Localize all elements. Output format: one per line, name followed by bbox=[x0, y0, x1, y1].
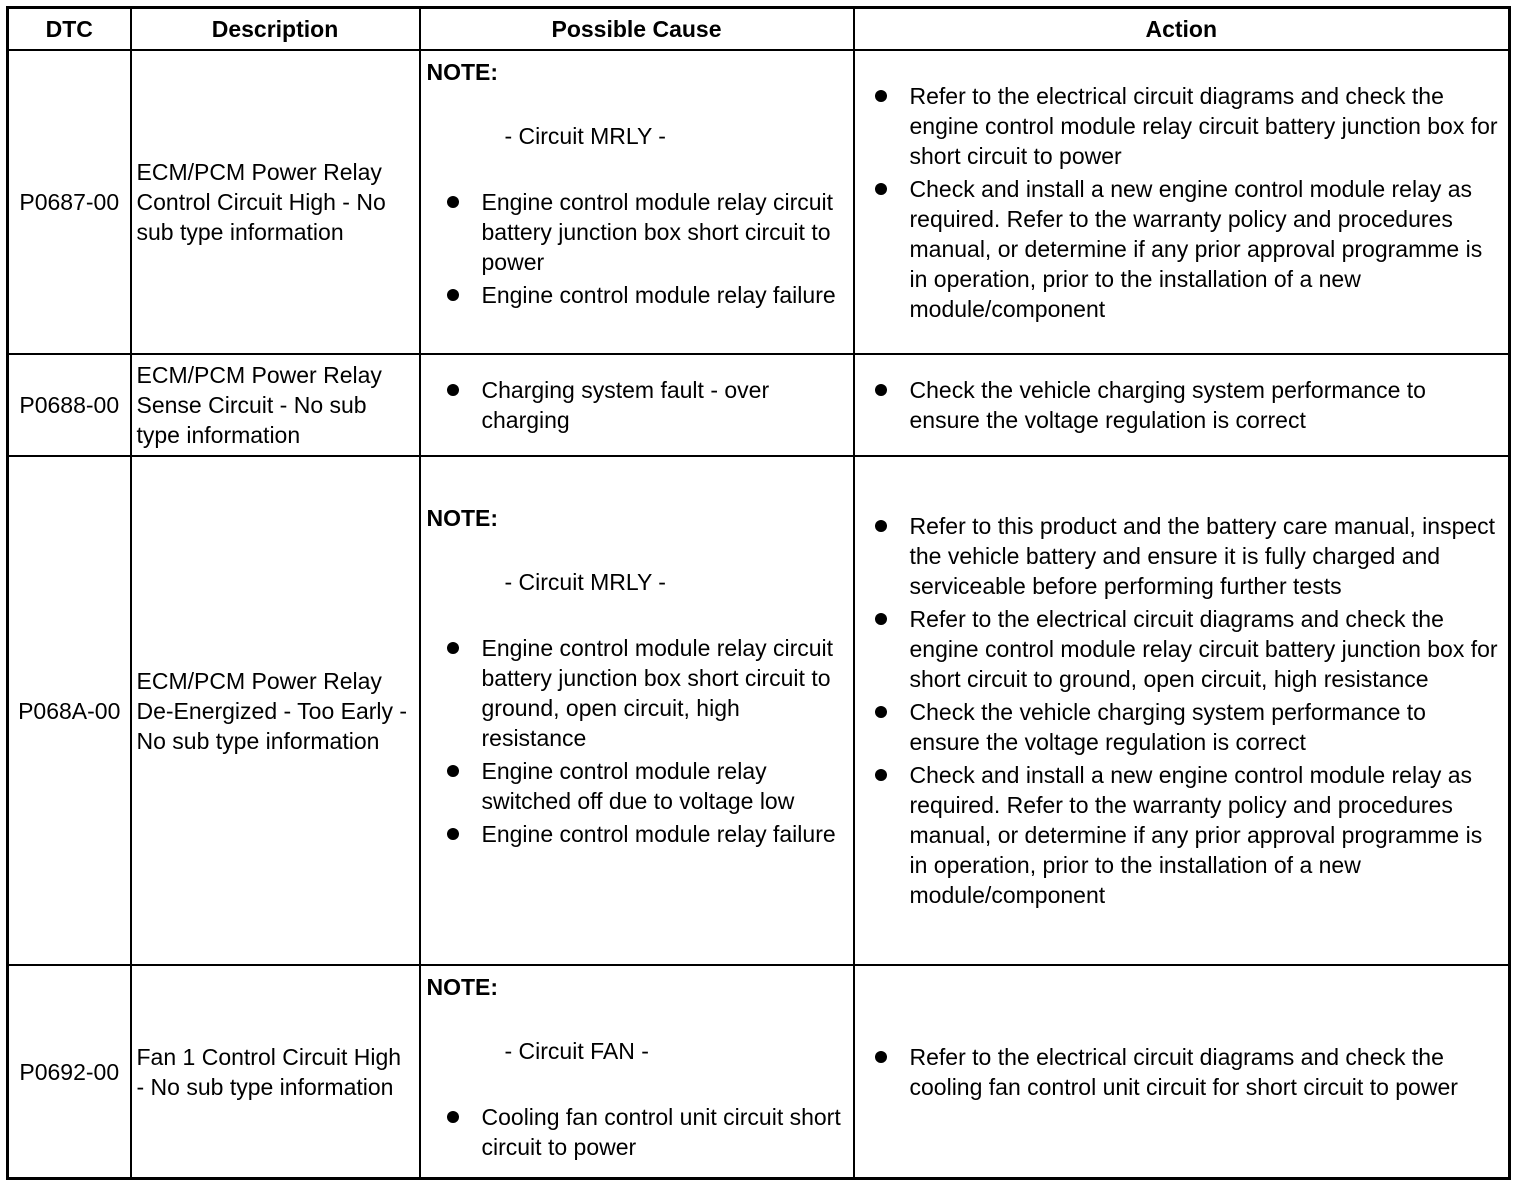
bullet-icon bbox=[875, 90, 887, 102]
header-description: Description bbox=[131, 8, 420, 51]
action-text: Check the vehicle charging system performance to ensure the voltage regulation is correct bbox=[909, 377, 1426, 433]
action-text: Check and install a new engine control module relay as required. Refer to the warranty policy and procedures manual, or determine if any prior approval programme is in operation, prior to the installation of a new module/component bbox=[909, 175, 1483, 322]
header-dtc: DTC bbox=[8, 8, 131, 51]
action-text: Check and install a new engine control module relay as required. Refer to the warranty policy and procedures manual, or determine if any prior approval programme is in operation, prior to the installation of a new module/component bbox=[909, 762, 1483, 908]
note-label: NOTE: bbox=[426, 974, 499, 1000]
cause-text: Engine control module relay switched off due to voltage low bbox=[481, 758, 795, 814]
possible-cause-cell bbox=[420, 965, 854, 1179]
list-item bbox=[875, 1042, 1499, 1102]
bullet-icon bbox=[875, 1051, 887, 1063]
bullet-icon bbox=[447, 1111, 459, 1123]
list-item bbox=[447, 187, 845, 277]
action-text: Refer to the electrical circuit diagrams and check the engine control module relay circuit battery junction box for short circuit to ground, open circuit, high resistance bbox=[909, 606, 1498, 692]
bullet-icon bbox=[447, 642, 459, 654]
bullet-icon bbox=[447, 828, 459, 840]
note-label: NOTE: bbox=[426, 505, 499, 531]
header-action: Action bbox=[854, 8, 1510, 51]
header-row bbox=[8, 8, 1510, 51]
list-item bbox=[447, 1102, 845, 1162]
action-cell bbox=[854, 354, 1510, 456]
dtc-code: P0687-00 bbox=[8, 50, 131, 354]
possible-cause-cell bbox=[420, 354, 854, 456]
dtc-code: P0688-00 bbox=[8, 354, 131, 456]
dtc-code: P068A-00 bbox=[8, 456, 131, 965]
possible-cause-cell bbox=[420, 50, 854, 354]
bullet-icon bbox=[447, 765, 459, 777]
bullet-icon bbox=[875, 183, 887, 195]
table-row bbox=[8, 965, 1510, 1179]
bullet-icon bbox=[875, 706, 887, 718]
action-text: Refer to the electrical circuit diagrams and check the engine control module relay circuit battery junction box for short circuit to power bbox=[909, 82, 1498, 169]
cause-list bbox=[427, 187, 845, 310]
cause-text: Engine control module relay failure bbox=[481, 282, 836, 308]
bullet-icon bbox=[447, 384, 459, 396]
circuit-label: - Circuit MRLY - bbox=[504, 569, 666, 595]
list-item bbox=[875, 174, 1499, 324]
list-item bbox=[447, 819, 845, 849]
list-item bbox=[875, 375, 1499, 435]
dtc-code: P0692-00 bbox=[8, 965, 131, 1179]
circuit-label: - Circuit FAN - bbox=[504, 1038, 649, 1064]
action-cell bbox=[854, 965, 1510, 1179]
cause-text: Charging system fault - over charging bbox=[481, 377, 770, 433]
dtc-description: ECM/PCM Power Relay De-Energized - Too Early - No sub type information bbox=[131, 456, 420, 965]
action-list bbox=[875, 1042, 1499, 1102]
bullet-icon bbox=[875, 613, 887, 625]
list-item bbox=[447, 280, 845, 310]
note-label: NOTE: bbox=[426, 59, 499, 85]
action-list bbox=[875, 81, 1499, 324]
list-item bbox=[875, 697, 1499, 757]
cause-text: Engine control module relay circuit battery junction box short circuit to ground, open circuit, high resistance bbox=[481, 635, 834, 751]
action-cell bbox=[854, 456, 1510, 965]
list-item bbox=[875, 511, 1499, 601]
bullet-icon bbox=[447, 289, 459, 301]
cause-text: Cooling fan control unit circuit short circuit to power bbox=[481, 1104, 841, 1160]
cause-list bbox=[427, 633, 845, 849]
action-text: Check the vehicle charging system performance to ensure the voltage regulation is correct bbox=[909, 699, 1426, 755]
action-cell bbox=[854, 50, 1510, 354]
list-item bbox=[447, 375, 845, 435]
header-possible-cause: Possible Cause bbox=[420, 8, 854, 51]
circuit-label: - Circuit MRLY - bbox=[504, 123, 666, 149]
list-item bbox=[875, 81, 1499, 171]
action-text: Refer to this product and the battery care manual, inspect the vehicle battery and ensure it is fully charged and serviceable before performing further tests bbox=[909, 513, 1496, 599]
possible-cause-cell bbox=[420, 456, 854, 965]
cause-list bbox=[427, 375, 845, 435]
bullet-icon bbox=[875, 769, 887, 781]
dtc-description: ECM/PCM Power Relay Sense Circuit - No sub type information bbox=[131, 354, 420, 456]
table-row bbox=[8, 50, 1510, 354]
bullet-icon bbox=[875, 384, 887, 396]
dtc-description: ECM/PCM Power Relay Control Circuit High - No sub type information bbox=[131, 50, 420, 354]
list-item bbox=[447, 756, 845, 816]
bullet-icon bbox=[875, 520, 887, 532]
dtc-table bbox=[6, 6, 1511, 1180]
table-row bbox=[8, 354, 1510, 456]
cause-list bbox=[427, 1102, 845, 1162]
cause-text: Engine control module relay circuit battery junction box short circuit to power bbox=[481, 189, 834, 275]
action-text: Refer to the electrical circuit diagrams and check the cooling fan control unit circuit for short circuit to power bbox=[909, 1043, 1458, 1100]
dtc-description: Fan 1 Control Circuit High - No sub type information bbox=[131, 965, 420, 1179]
bullet-icon bbox=[447, 196, 459, 208]
list-item bbox=[875, 604, 1499, 694]
cause-text: Engine control module relay failure bbox=[481, 821, 836, 847]
action-list bbox=[875, 511, 1499, 910]
list-item bbox=[447, 633, 845, 753]
table-row bbox=[8, 456, 1510, 965]
action-list bbox=[875, 375, 1499, 435]
list-item bbox=[875, 760, 1499, 910]
